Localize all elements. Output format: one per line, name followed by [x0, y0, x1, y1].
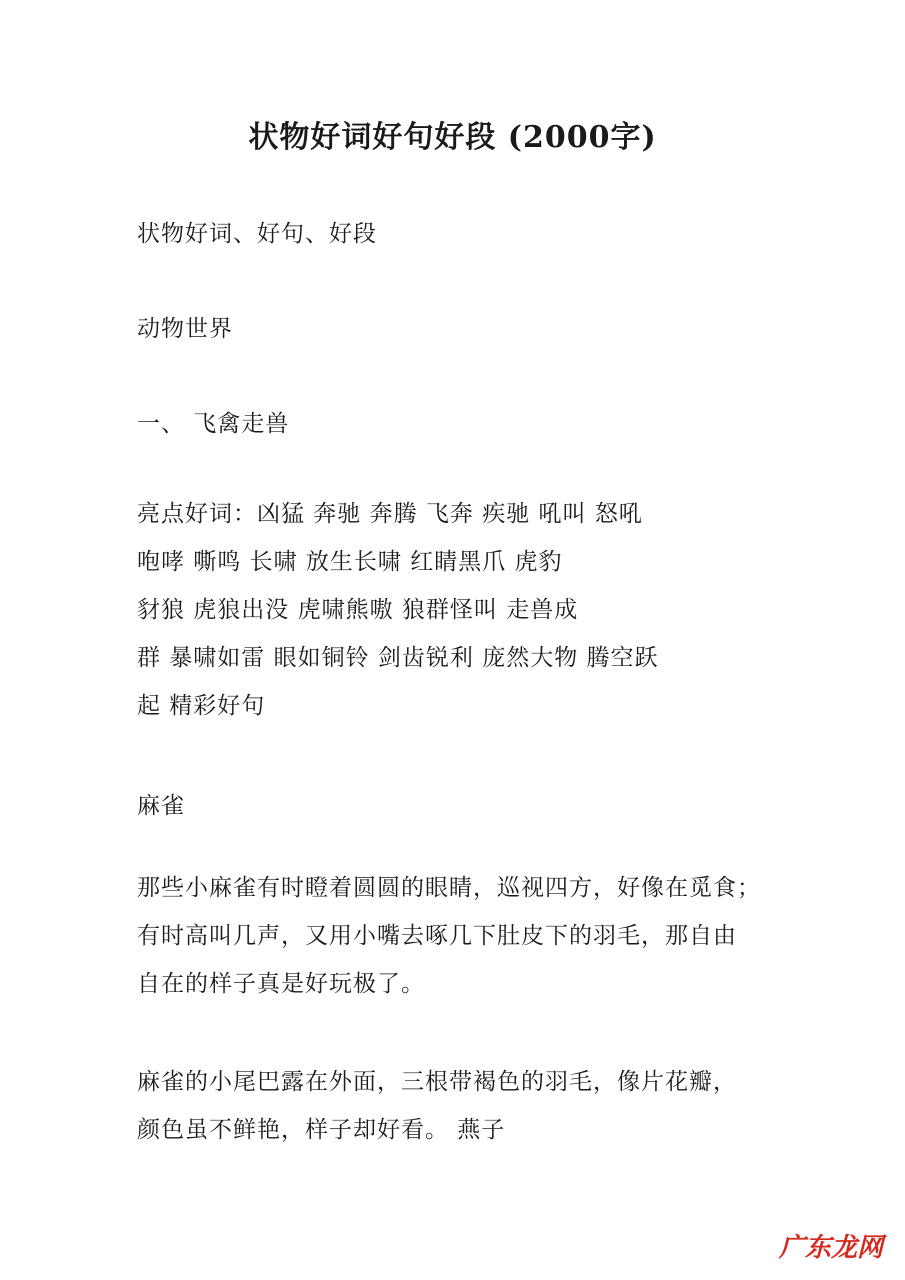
vocab-line: 咆哮 嘶鸣 长啸 放生长啸 红睛黑爪 虎豹 — [137, 549, 563, 575]
paragraph-line: 自在的样子真是好玩极了。 — [137, 971, 425, 997]
document-title: 状物好词好句好段 (2000字) — [248, 120, 657, 155]
vocab-line: 群 暴啸如雷 眼如铜铃 剑齿锐利 庞然大物 腾空跃 — [137, 645, 659, 671]
paragraph-line: 那些小麻雀有时瞪着圆圆的眼睛，巡视四方，好像在觅食； — [137, 875, 761, 901]
vocab-line: 豺狼 虎狼出没 虎啸熊嗷 狼群怪叫 走兽成 — [137, 597, 579, 623]
section-heading: 动物世界 — [137, 316, 233, 342]
site-watermark — [779, 1227, 883, 1264]
paragraph-sparrow-2 — [137, 1058, 777, 1154]
subsection-heading: 一、 飞禽走兽 — [137, 411, 290, 437]
sparrow-heading: 麻雀 — [137, 793, 185, 819]
paragraph-line: 有时高叫几声，又用小嘴去啄几下肚皮下的羽毛，那自由 — [137, 923, 737, 949]
vocab-line: 亮点好词：凶猛 奔驰 奔腾 飞奔 疾驰 吼叫 怒吼 — [137, 501, 643, 527]
watermark-text: 广东龙网 — [778, 1233, 883, 1263]
paragraph-line: 颜色虽不鲜艳，样子却好看。 燕子 — [137, 1117, 506, 1143]
vocab-line: 起 精彩好句 — [137, 693, 266, 719]
paragraph-line: 麻雀的小尾巴露在外面，三根带褐色的羽毛，像片花瓣， — [137, 1069, 737, 1095]
subtitle: 状物好词、好句、好段 — [137, 221, 377, 247]
vocab-block — [137, 490, 777, 730]
paragraph-sparrow-1 — [137, 864, 777, 1008]
